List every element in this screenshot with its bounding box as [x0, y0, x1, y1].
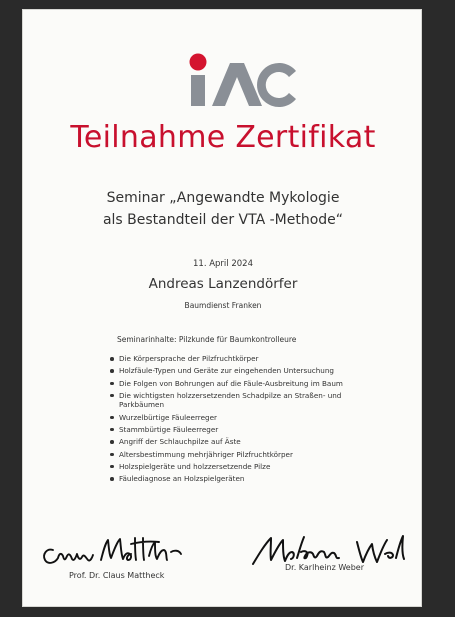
- topic-item: Die wichtigsten holzzersetzenden Schadpilze an Straßen- und Parkbäumen: [110, 391, 385, 410]
- seminar-title-line1: Seminar „Angewandte Mykologie: [106, 190, 340, 206]
- topic-item: Angriff der Schlauchpilze auf Äste: [110, 437, 385, 447]
- topic-item: Die Folgen von Bohrungen auf die Fäule-Ausbreitung im Baum: [110, 379, 385, 389]
- seminar-title: [23, 187, 423, 231]
- seminar-title-line2: als Bestandteil der VTA -Methode“: [102, 212, 344, 228]
- participant-name: Andreas Lanzendörfer: [148, 276, 298, 292]
- topic-list: [110, 354, 385, 486]
- topic-item: Fäulediagnose an Holzspielgeräten: [110, 474, 385, 484]
- signer-name-left: Prof. Dr. Claus Mattheck: [69, 571, 165, 580]
- certificate-sheet: [22, 9, 422, 607]
- seminar-date: 11. April 2024: [193, 259, 253, 269]
- topic-item: Holzfäule-Typen und Geräte zur eingehenden Untersuchung: [110, 366, 385, 376]
- topic-item: Die Körpersprache der Pilzfruchtkörper: [110, 354, 385, 364]
- participant-company: Baumdienst Franken: [184, 301, 262, 310]
- topic-item: Wurzelbürtige Fäuleerreger: [110, 413, 385, 423]
- signer-name-right: Dr. Karlheinz Weber: [285, 563, 364, 572]
- topic-item: Stammbürtige Fäuleerreger: [110, 425, 385, 435]
- topic-item: Altersbestimmung mehrjähriger Pilzfruchtkörper: [110, 450, 385, 460]
- signature-mattheck: [39, 530, 189, 570]
- iac-logo: [188, 53, 298, 108]
- topic-item: Holzspielgeräte und holzzersetzende Pilze: [110, 462, 385, 472]
- certificate-title: Teilnahme Zertifikat: [70, 120, 376, 155]
- seminar-contents-label: Seminarinhalte: Pilzkunde für Baumkontrolleure: [117, 335, 297, 344]
